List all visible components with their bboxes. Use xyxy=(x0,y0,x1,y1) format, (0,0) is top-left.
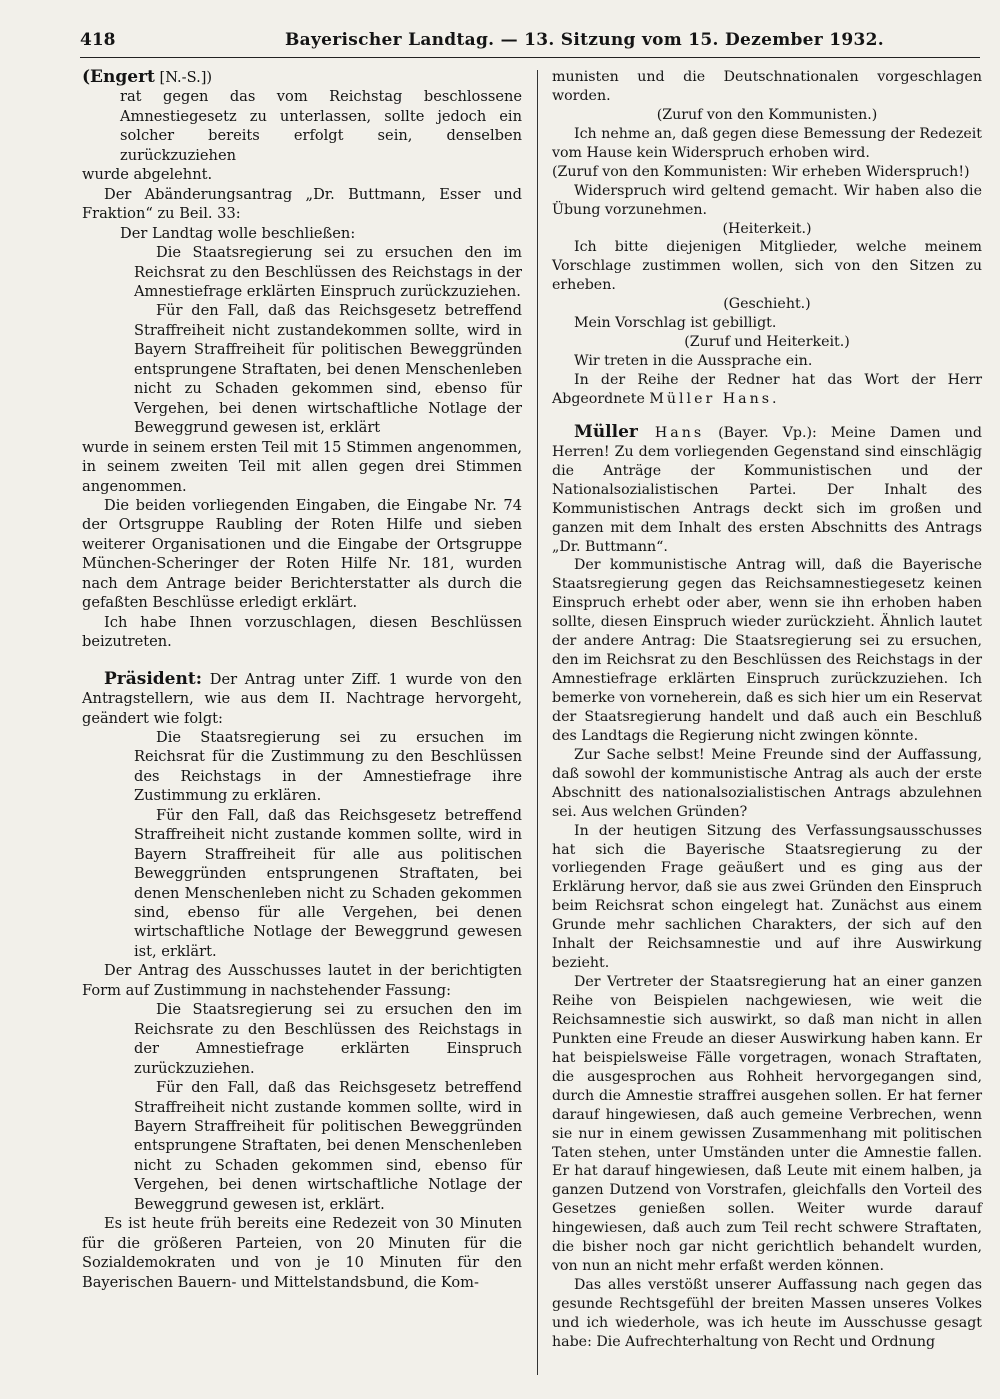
quoted-motion: Für den Fall, daß das Reichsgesetz betreffend Straffreiheit nicht zustandekommen sollte, wird in Bayern Straffreiheit für politischen Beweggründen entsprungene Straftaten, bei denen Menschenleben nicht zu Schaden gekommen sind, ebenso für Vergehen, bei denen wirtschaftliche Notlage der Beweggrund gewesen ist, erklärt xyxy=(134,302,522,437)
running-title: Bayerischer Landtag. — 13. Sitzung vom 15. Dezember 1932. xyxy=(285,30,884,50)
page-header xyxy=(80,28,980,54)
header-rule xyxy=(80,57,980,58)
quoted-motion: Für den Fall, daß das Reichsgesetz betreffend Straffreiheit nicht zustande kommen sollte, wird in Bayern Straffreiheit für politischen Beweggründen entsprungene Straftaten, bei denen Menschenleben nicht zu Schaden gekommen sind, ebenso für Vergehen, bei denen wirtschaftliche Notlage der Beweggrund gewesen ist, erklärt. xyxy=(134,1079,522,1213)
interjection: (Heiterkeit.) xyxy=(722,220,812,237)
paragraph: Mein Vorschlag ist gebilligt. xyxy=(574,315,777,332)
paragraph: Der Vertreter der Staatsregierung hat an einer ganzen Reihe von Beispielen nachgewiesen, wie weit die Reichsamnestie sich auswirkt, so daß man nicht in allen Punkten eine Freude an dieser Auswirkung haben kann. Er hat beispielsweise Fälle vorgetragen, wonach Straftaten, die ausgesprochen aus Rohheit hervorgegangen sind, durch die Amnestie straffrei ausgehen sollen. Er hat ferner darauf hingewiesen, daß auch gemeine Verbrechen, wenn sie nur in einem gewissen Zusammenhang mit politischen Taten stehen, unter Umständen unter die Amnestie fallen. Er hat darauf hingewiesen, daß Leute mit einem halben, ja ganzen Dutzend von Vorstrafen, gleichfalls den Vorteil des Gesetzes genießen sollen. Weiter wurde darauf hingewiesen, daß auch zum Teil recht schwere Straftaten, die bisher noch gar nicht gerichtlich behandelt wurden, von nun an nicht mehr erfaßt werden können. xyxy=(552,974,982,1275)
speaker-praesident: Präsident: Der Antrag unter Ziff. 1 wurde von den Antragstellern, wie aus dem II. Nachtrage hervorgeht, geändert wie folgt: xyxy=(82,668,522,727)
spacer xyxy=(82,652,522,670)
paragraph: Der kommunistische Antrag will, daß die Bayerische Staatsregierung gegen das Reichsamnestiegesetz keinen Einspruch erhebt oder aber, wenn sie ihn erhoben haben sollte, diesen Einspruch wieder zurückzieht. Ähnlich lautet der andere Antrag: Die Staatsregierung sei zu ersuchen, den im Reichsrat zu den Beschlüssen des Reichstags in der Amnestiefrage erklärten Einspruch zurückzuziehen. Ich bemerke von vorneherein, daß es sich hier um ein Reservat der Staatsregierung handelt und daß auch ein Beschluß des Landtags die Regierung nicht zwingen könnte. xyxy=(552,557,982,744)
paragraph: wurde in seinem ersten Teil mit 15 Stimmen angenommen, in seinem zweiten Teil mit allen gegen drei Stimmen angenommen. xyxy=(82,438,522,495)
paragraph: Die beiden vorliegenden Eingaben, die Eingabe Nr. 74 der Ortsgruppe Raubling der Roten Hilfe und sieben weiterer Organisationen und die Eingabe der Ortsgruppe München-Scheringer der Roten Hilfe Nr. 181, wurden nach dem Antrage beider Berichterstatter als durch die gefaßten Beschlüsse erledigt erklärt. xyxy=(82,496,522,612)
paragraph: rat gegen das vom Reichstag beschlossene Amnestiegesetz zu unterlassen, sollte jedoch ein solcher bereits erfolgt sein, denselben zurückzuziehen xyxy=(120,88,522,164)
paragraph: Zur Sache selbst! Meine Freunde sind der Auffassung, daß sowohl der kommunistische Antrag als auch der erste Abschnitt des nationalsozialistischen Antrags abzulehnen sei. Aus welchen Gründen? xyxy=(552,746,982,820)
quoted-motion: Für den Fall, daß das Reichsgesetz betreffend Straffreiheit nicht zustande kommen sollte, wird in Bayern Straffreiheit für alle aus politischen Beweggründen entsprungenen Straftaten, bei denen Menschenleben nicht zu Schaden gekommen sind, ebenso für alle Vergehen, bei denen wirtschaftliche Notlage der Beweggrund gewesen ist, erklärt. xyxy=(134,806,522,960)
paragraph: Wir treten in die Aussprache ein. xyxy=(574,353,813,370)
paragraph: Es ist heute früh bereits eine Redezeit von 30 Minuten für die größeren Parteien, von 20 Minuten für die Sozialdemokraten und von je 10 Minuten für den Bayerischen Bauern- und Mittelstandsbund, die Kom- xyxy=(82,1215,522,1291)
right-column xyxy=(552,68,982,1352)
paragraph: wurde abgelehnt. xyxy=(82,166,213,184)
left-column xyxy=(82,68,522,1292)
paragraph: Der Antrag des Ausschusses lautet in der berichtigten Form auf Zustimmung in nachstehender Fassung: xyxy=(82,962,522,999)
paragraph: Widerspruch wird geltend gemacht. Wir haben also die Übung vorzunehmen. xyxy=(552,182,982,218)
paragraph: Ich habe Ihnen vorzuschlagen, diesen Beschlüssen beizutreten. xyxy=(82,613,522,651)
speaker-engert: (Engert [N.-S.]) xyxy=(82,67,213,87)
interjection: (Zuruf von den Kommunisten: Wir erheben Widerspruch!) xyxy=(552,163,970,180)
column-divider xyxy=(537,70,538,1375)
paragraph: Ich bitte diejenigen Mitglieder, welche meinem Vorschlage zustimmen wollen, sich von den Sitzen zu erheben. xyxy=(552,239,982,294)
paragraph: Ich nehme an, daß gegen diese Bemessung der Redezeit vom Hause kein Widerspruch erhoben wird. xyxy=(552,125,982,161)
paragraph: Der Landtag wolle beschließen: xyxy=(120,224,356,242)
quoted-motion: Die Staatsregierung sei zu ersuchen im Reichsrat für die Zustimmung zu den Beschlüssen des Reichstags in der Amnestiefrage ihre Zustimmung zu erklären. xyxy=(134,728,522,805)
paragraph: munisten und die Deutschnationalen vorgeschlagen worden. xyxy=(552,69,982,104)
spacer xyxy=(552,409,982,423)
quoted-motion: Die Staatsregierung sei zu ersuchen den im Reichsrat zu den Beschlüssen des Reichstags in der Amnestiefrage erklärten Einspruch zurückzuziehen. xyxy=(134,244,522,300)
paragraph: Das alles verstößt unserer Auffassung nach gegen das gesunde Rechtsgefühl der breiten Massen unseres Volkes und ich wiederhole, was ich heute im Ausschusse gesagt habe: Die Aufrechterhaltung von Recht und Ordnung xyxy=(552,1277,982,1350)
interjection: (Geschieht.) xyxy=(723,296,811,313)
quoted-motion: Die Staatsregierung sei zu ersuchen den im Reichsrate zu den Beschlüssen des Reichstags in der Amnestiefrage erklärten Einspruch zurückzuziehen. xyxy=(134,1001,522,1077)
interjection: (Zuruf und Heiterkeit.) xyxy=(684,334,850,351)
page-number: 418 xyxy=(80,30,116,50)
paragraph: In der Reihe der Redner hat das Wort der Herr Abgeordnete Müller Hans. xyxy=(552,372,982,407)
paragraph: Der Abänderungsantrag „Dr. Buttmann, Esser und Fraktion“ zu Beil. 33: xyxy=(82,185,522,223)
paragraph: In der heutigen Sitzung des Verfassungsausschusses hat sich die Bayerische Staatsregierung zu der vorliegenden Frage geäußert und es ging aus der Erklärung hervor, daß sie aus zwei Gründen den Einspruch beim Reichsrat schon eingelegt hat. Zunächst aus einem Grunde mehr sachlichen Charakters, der sich auf den Inhalt der Reichsamnestie und auf ihre Auswirkung bezieht. xyxy=(552,822,982,972)
interjection: (Zuruf von den Kommunisten.) xyxy=(656,106,878,123)
speaker-mueller: Müller Hans (Bayer. Vp.): Meine Damen und Herren! Zu dem vorliegenden Gegenstand sind einschlägig die Anträge der Kommunistischen und der Nationalsozialistischen Partei. Der Inhalt des Kommunistischen Antrags deckt sich im großen und ganzen mit dem Inhalt des ersten Abschnitts des Antrags „Dr. Buttmann“. xyxy=(552,421,982,555)
